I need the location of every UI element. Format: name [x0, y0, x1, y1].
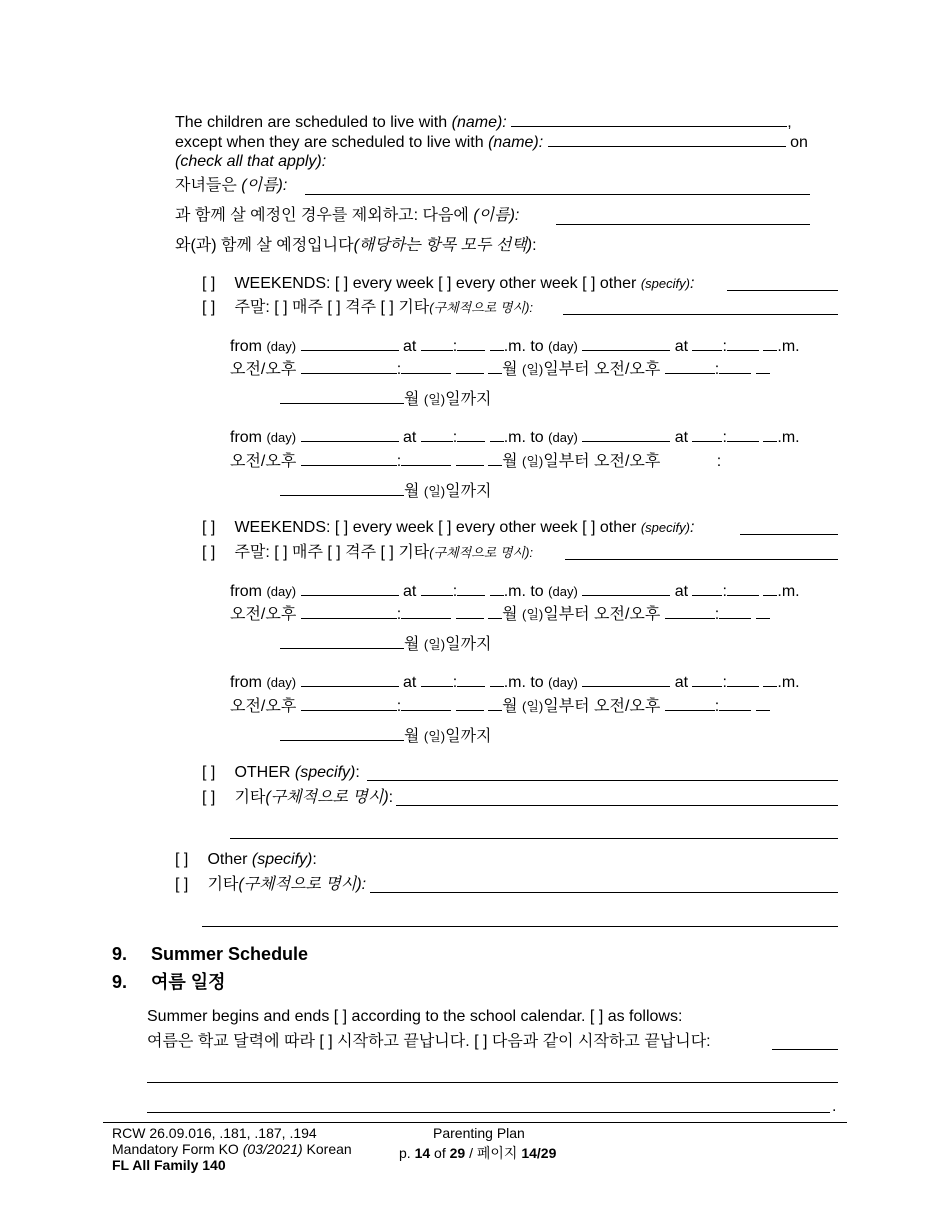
- from-ampm-field[interactable]: [490, 427, 504, 442]
- time-row-from-en: from (day) at : .m. to (day) at : .m.: [230, 429, 800, 446]
- ko-to-hour-field[interactable]: [665, 359, 715, 374]
- ko-from-date-field[interactable]: [488, 451, 502, 466]
- from-ampm-field[interactable]: [490, 581, 504, 596]
- to-hour-field[interactable]: [692, 336, 722, 351]
- ko-from-month-field[interactable]: [456, 359, 484, 374]
- intro-ko-line-1: 자녀들은 (이름):: [175, 177, 288, 194]
- footer-rule: [103, 1122, 847, 1123]
- section-9-heading-ko: 9. 여름 일정: [112, 972, 226, 992]
- from-ampm-field[interactable]: [490, 672, 504, 687]
- from-day-field[interactable]: [301, 672, 399, 687]
- ko-to-minute-field[interactable]: [719, 696, 751, 711]
- time-row-from-ko: 오전/오후 : 월 (일)일부터 오전/오후 :: [230, 604, 770, 625]
- from-ampm-field[interactable]: [490, 336, 504, 351]
- ko-from-hour-field[interactable]: [301, 451, 397, 466]
- to-hour-field[interactable]: [692, 581, 722, 596]
- from-day-field[interactable]: [301, 336, 399, 351]
- to-minute-field[interactable]: [727, 336, 759, 351]
- from-day-field[interactable]: [301, 581, 399, 596]
- summer-schedule-field-3[interactable]: [147, 1112, 830, 1113]
- time-row-until-ko: 월 (일)일까지: [280, 481, 492, 502]
- to-minute-field[interactable]: [727, 672, 759, 687]
- other-parent-name-field[interactable]: [548, 132, 786, 147]
- ko-to-hour-field[interactable]: [665, 604, 715, 619]
- ko-other-parent-name-field[interactable]: [556, 224, 810, 225]
- ko-from-hour-field[interactable]: [301, 359, 397, 374]
- other-outer-ko-checkbox[interactable]: [ ]: [175, 876, 189, 893]
- footer-title: Parenting Plan: [433, 1125, 525, 1141]
- ko-to-ampm-field[interactable]: [756, 604, 770, 619]
- other-inner-extra-line[interactable]: [230, 838, 838, 839]
- name-label: (name):: [451, 114, 507, 131]
- weekends-1-ko-other-field[interactable]: [563, 314, 838, 315]
- time-row-from-en: from (day) at : .m. to (day) at : .m.: [230, 338, 800, 355]
- ko-to-ampm-field[interactable]: [756, 696, 770, 711]
- weekends-2-ko: [ ] 주말: [ ] 매주 [ ] 격주 [ ] 기타(구체적으로 명시):: [202, 544, 534, 561]
- to-ampm-field[interactable]: [763, 336, 777, 351]
- other-inner-ko: [ ] 기타(구체적으로 명시):: [202, 789, 394, 806]
- weekends-1-checkbox[interactable]: [ ]: [202, 275, 216, 292]
- weekends-2-en: [ ] WEEKENDS: [ ] every week [ ] every other week [ ] other (specify):: [202, 519, 695, 536]
- footer-rcw: RCW 26.09.016, .181, .187, .194: [112, 1125, 317, 1141]
- section-9-heading-en: 9. Summer Schedule: [112, 944, 309, 964]
- to-minute-field[interactable]: [727, 581, 759, 596]
- ko-from-minute-field[interactable]: [401, 451, 451, 466]
- to-hour-field[interactable]: [692, 672, 722, 687]
- to-ampm-field[interactable]: [763, 427, 777, 442]
- from-minute-field[interactable]: [457, 581, 485, 596]
- ko-until-month-field[interactable]: [280, 389, 404, 404]
- ko-from-hour-field[interactable]: [301, 696, 397, 711]
- other-inner-ko-checkbox[interactable]: [ ]: [202, 789, 216, 806]
- time-row-until-ko: 월 (일)일까지: [280, 726, 492, 747]
- other-outer-extra-line[interactable]: [202, 926, 838, 927]
- from-hour-field[interactable]: [421, 336, 453, 351]
- time-row-from-en: from (day) at : .m. to (day) at : .m.: [230, 583, 800, 600]
- ko-to-hour-field[interactable]: [665, 696, 715, 711]
- other-inner-ko-field[interactable]: [396, 805, 838, 806]
- to-day-field[interactable]: [582, 427, 670, 442]
- ko-to-minute-field[interactable]: [719, 604, 751, 619]
- to-minute-field[interactable]: [727, 427, 759, 442]
- weekends-2-other-field[interactable]: [740, 534, 838, 535]
- other-inner-en: [ ] OTHER (specify):: [202, 764, 360, 781]
- footer-page-number: p. 14 of 29 / 페이지 14/29: [399, 1145, 557, 1161]
- intro-line-3: (check all that apply):: [175, 153, 327, 170]
- from-hour-field[interactable]: [421, 672, 453, 687]
- other-outer-checkbox[interactable]: [ ]: [175, 851, 189, 868]
- to-day-field[interactable]: [582, 336, 670, 351]
- weekends-2-ko-checkbox[interactable]: [ ]: [202, 544, 216, 561]
- summer-schedule-field-2[interactable]: [147, 1082, 838, 1083]
- ko-from-month-field[interactable]: [456, 451, 484, 466]
- summer-body-ko: 여름은 학교 달력에 따라 [ ] 시작하고 끝납니다. [ ] 다음과 같이 시작하고 끝납니다:: [147, 1033, 711, 1050]
- weekends-2-checkbox[interactable]: [ ]: [202, 519, 216, 536]
- ko-from-date-field[interactable]: [488, 604, 502, 619]
- weekends-1-en: [ ] WEEKENDS: [ ] every week [ ] every other week [ ] other (specify):: [202, 275, 695, 292]
- other-inner-field[interactable]: [367, 780, 838, 781]
- other-outer-ko: [ ] 기타(구체적으로 명시):: [175, 876, 367, 893]
- intro-line-2: except when they are scheduled to live with (name): on: [175, 134, 808, 151]
- intro-ko-line-3: 와(과) 함께 살 예정입니다(해당하는 항목 모두 선택):: [175, 237, 537, 254]
- ko-until-month-field[interactable]: [280, 634, 404, 649]
- ko-until-month-field[interactable]: [280, 726, 404, 741]
- from-minute-field[interactable]: [457, 427, 485, 442]
- other-inner-checkbox[interactable]: [ ]: [202, 764, 216, 781]
- from-minute-field[interactable]: [457, 336, 485, 351]
- to-day-field[interactable]: [582, 581, 670, 596]
- to-ampm-field[interactable]: [763, 672, 777, 687]
- summer-end-period: .: [832, 1098, 837, 1115]
- ko-from-month-field[interactable]: [456, 604, 484, 619]
- weekends-2-ko-other-field[interactable]: [565, 559, 838, 560]
- from-minute-field[interactable]: [457, 672, 485, 687]
- ko-to-ampm-field[interactable]: [756, 359, 770, 374]
- ko-from-minute-field[interactable]: [401, 604, 451, 619]
- to-hour-field[interactable]: [692, 427, 722, 442]
- parent-name-field[interactable]: [511, 112, 787, 127]
- time-row-until-ko: 월 (일)일까지: [280, 389, 492, 410]
- footer-form-id: FL All Family 140: [112, 1157, 226, 1173]
- time-row-until-ko: 월 (일)일까지: [280, 634, 492, 655]
- from-hour-field[interactable]: [421, 427, 453, 442]
- weekends-1-other-field[interactable]: [727, 290, 838, 291]
- time-row-from-ko: 오전/오후 : 월 (일)일부터 오전/오후 :: [230, 696, 770, 717]
- to-day-field[interactable]: [582, 672, 670, 687]
- from-day-field[interactable]: [301, 427, 399, 442]
- footer-form: Mandatory Form KO (03/2021) Korean: [112, 1141, 352, 1157]
- ko-parent-name-field[interactable]: [305, 194, 810, 195]
- ko-until-month-field[interactable]: [280, 481, 404, 496]
- ko-from-minute-field[interactable]: [401, 696, 451, 711]
- summer-schedule-field-1[interactable]: [772, 1049, 838, 1050]
- intro-line-1: The children are scheduled to live with (name): ,: [175, 114, 792, 131]
- from-hour-field[interactable]: [421, 581, 453, 596]
- weekends-1-ko-checkbox[interactable]: [ ]: [202, 299, 216, 316]
- time-row-from-ko: 오전/오후 : 월 (일)일부터 오전/오후 :: [230, 359, 770, 380]
- ko-from-month-field[interactable]: [456, 696, 484, 711]
- ko-to-minute-field[interactable]: [719, 359, 751, 374]
- ko-from-minute-field[interactable]: [401, 359, 451, 374]
- weekends-1-ko: [ ] 주말: [ ] 매주 [ ] 격주 [ ] 기타(구체적으로 명시):: [202, 299, 534, 316]
- other-outer-en: [ ] Other (specify):: [175, 851, 317, 868]
- summer-body-en: Summer begins and ends [ ] according to the school calendar. [ ] as follows:: [147, 1008, 683, 1025]
- ko-from-hour-field[interactable]: [301, 604, 397, 619]
- other-outer-ko-field[interactable]: [370, 892, 838, 893]
- ko-from-date-field[interactable]: [488, 359, 502, 374]
- ko-from-date-field[interactable]: [488, 696, 502, 711]
- time-row-from-ko: 오전/오후 : 월 (일)일부터 오전/오후 :: [230, 453, 722, 470]
- intro-ko-line-2: 과 함께 살 예정인 경우를 제외하고: 다음에 (이름):: [175, 207, 520, 224]
- time-row-from-en: from (day) at : .m. to (day) at : .m.: [230, 674, 800, 691]
- to-ampm-field[interactable]: [763, 581, 777, 596]
